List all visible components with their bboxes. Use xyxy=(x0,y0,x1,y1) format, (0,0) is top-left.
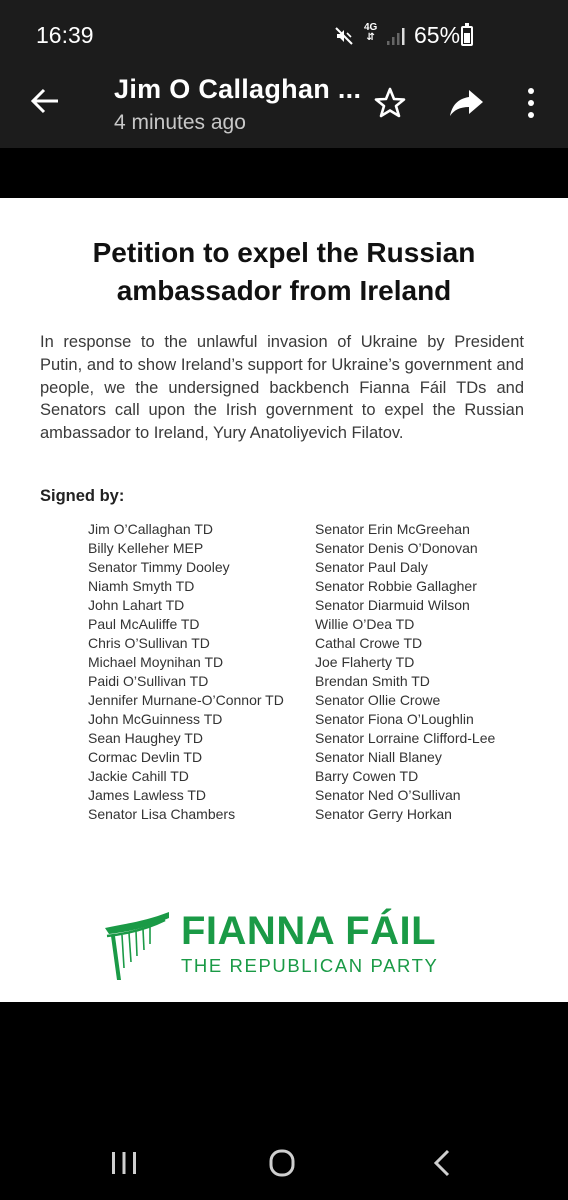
petition-body: In response to the unlawful invasion of Ukraine by President Putin, and to show Ireland’s support for Ukraine’s government and people, we the undersigned backbench Fianna Fáil TDs and Senators call upon the Irish government to expel the Russian ambassador to Ireland, Yury Anatoliyevich Filatov. xyxy=(40,333,524,443)
status-time: 16:39 xyxy=(36,22,94,48)
signatory-name: Sean Haughey TD xyxy=(88,730,203,746)
signatory-name: Jennifer Murnane-O’Connor TD xyxy=(88,692,284,708)
network-4g-icon: 4G ⇵ xyxy=(364,22,378,43)
signatory-name: Senator Lisa Chambers xyxy=(88,806,236,822)
signatory-name: Cormac Devlin TD xyxy=(88,749,203,765)
petition-document[interactable] xyxy=(0,198,568,1002)
fianna-fail-logo xyxy=(103,906,468,986)
signatory-name: Senator Ollie Crowe xyxy=(315,692,441,708)
signatory-name: Paul McAuliffe TD xyxy=(88,616,200,632)
signatory-name: Senator Paul Daly xyxy=(315,559,428,575)
logo-tagline: THE REPUBLICAN PARTY xyxy=(181,955,439,976)
signatory-name: Senator Denis O’Donovan xyxy=(315,540,478,556)
network-label: 4G xyxy=(364,22,378,33)
signatory-name: Billy Kelleher MEP xyxy=(88,540,204,556)
back-arrow-icon[interactable] xyxy=(28,84,62,118)
signatory-name: James Lawless TD xyxy=(88,787,207,803)
signatory-name: Chris O’Sullivan TD xyxy=(88,635,210,651)
signatory-name: Senator Lorraine Clifford-Lee xyxy=(315,730,496,746)
signatory-name: Senator Erin McGreehan xyxy=(315,521,470,537)
battery-percent: 65% xyxy=(414,22,461,48)
conversation-title: Jim O Callaghan ... xyxy=(114,74,362,104)
signatory-name: Jackie Cahill TD xyxy=(88,768,189,784)
signatories-left-column xyxy=(88,520,284,824)
signatory-name: Cathal Crowe TD xyxy=(315,635,423,651)
signatory-name: Senator Fiona O’Loughlin xyxy=(315,711,474,727)
more-vert-icon[interactable] xyxy=(524,86,538,120)
top-bar xyxy=(0,0,568,148)
timestamp: 4 minutes ago xyxy=(114,111,246,134)
battery-icon xyxy=(461,26,473,46)
harp-icon xyxy=(103,906,173,982)
nav-back-icon[interactable] xyxy=(432,1148,452,1178)
battery-fill xyxy=(464,33,470,43)
signatory-name: Barry Cowen TD xyxy=(315,768,419,784)
system-nav-bar xyxy=(0,1002,568,1200)
signal-icon xyxy=(386,26,406,46)
signatory-name: Niamh Smyth TD xyxy=(88,578,195,594)
recents-icon[interactable] xyxy=(110,1150,138,1176)
petition-title: Petition to expel the Russian ambassador from Ireland xyxy=(92,237,476,306)
signatory-name: Brendan Smith TD xyxy=(315,673,430,689)
signatory-name: Jim O’Callaghan TD xyxy=(88,521,214,537)
mute-icon xyxy=(334,26,354,46)
signatory-name: Michael Moynihan TD xyxy=(88,654,224,670)
signatory-name: Senator Robbie Gallagher xyxy=(315,578,477,594)
signatory-name: Joe Flaherty TD xyxy=(315,654,415,670)
signatory-name: Senator Niall Blaney xyxy=(315,749,442,765)
signatory-name: Senator Diarmuid Wilson xyxy=(315,597,470,613)
image-top-margin xyxy=(0,148,568,198)
star-icon[interactable] xyxy=(373,86,407,120)
signatory-name: Senator Ned O’Sullivan xyxy=(315,787,461,803)
signatory-name: John McGuinness TD xyxy=(88,711,223,727)
signatory-name: Senator Timmy Dooley xyxy=(88,559,230,575)
signatories-right-column xyxy=(315,520,495,824)
signatory-name: Paidi O’Sullivan TD xyxy=(88,673,209,689)
signed-by-heading: Signed by: xyxy=(40,487,125,505)
logo-wordmark: FIANNA FÁIL xyxy=(181,909,437,953)
home-icon[interactable] xyxy=(268,1148,296,1178)
signatory-name: Willie O’Dea TD xyxy=(315,616,415,632)
signatory-name: John Lahart TD xyxy=(88,597,185,613)
share-icon[interactable] xyxy=(449,88,485,118)
signatory-name: Senator Gerry Horkan xyxy=(315,806,452,822)
